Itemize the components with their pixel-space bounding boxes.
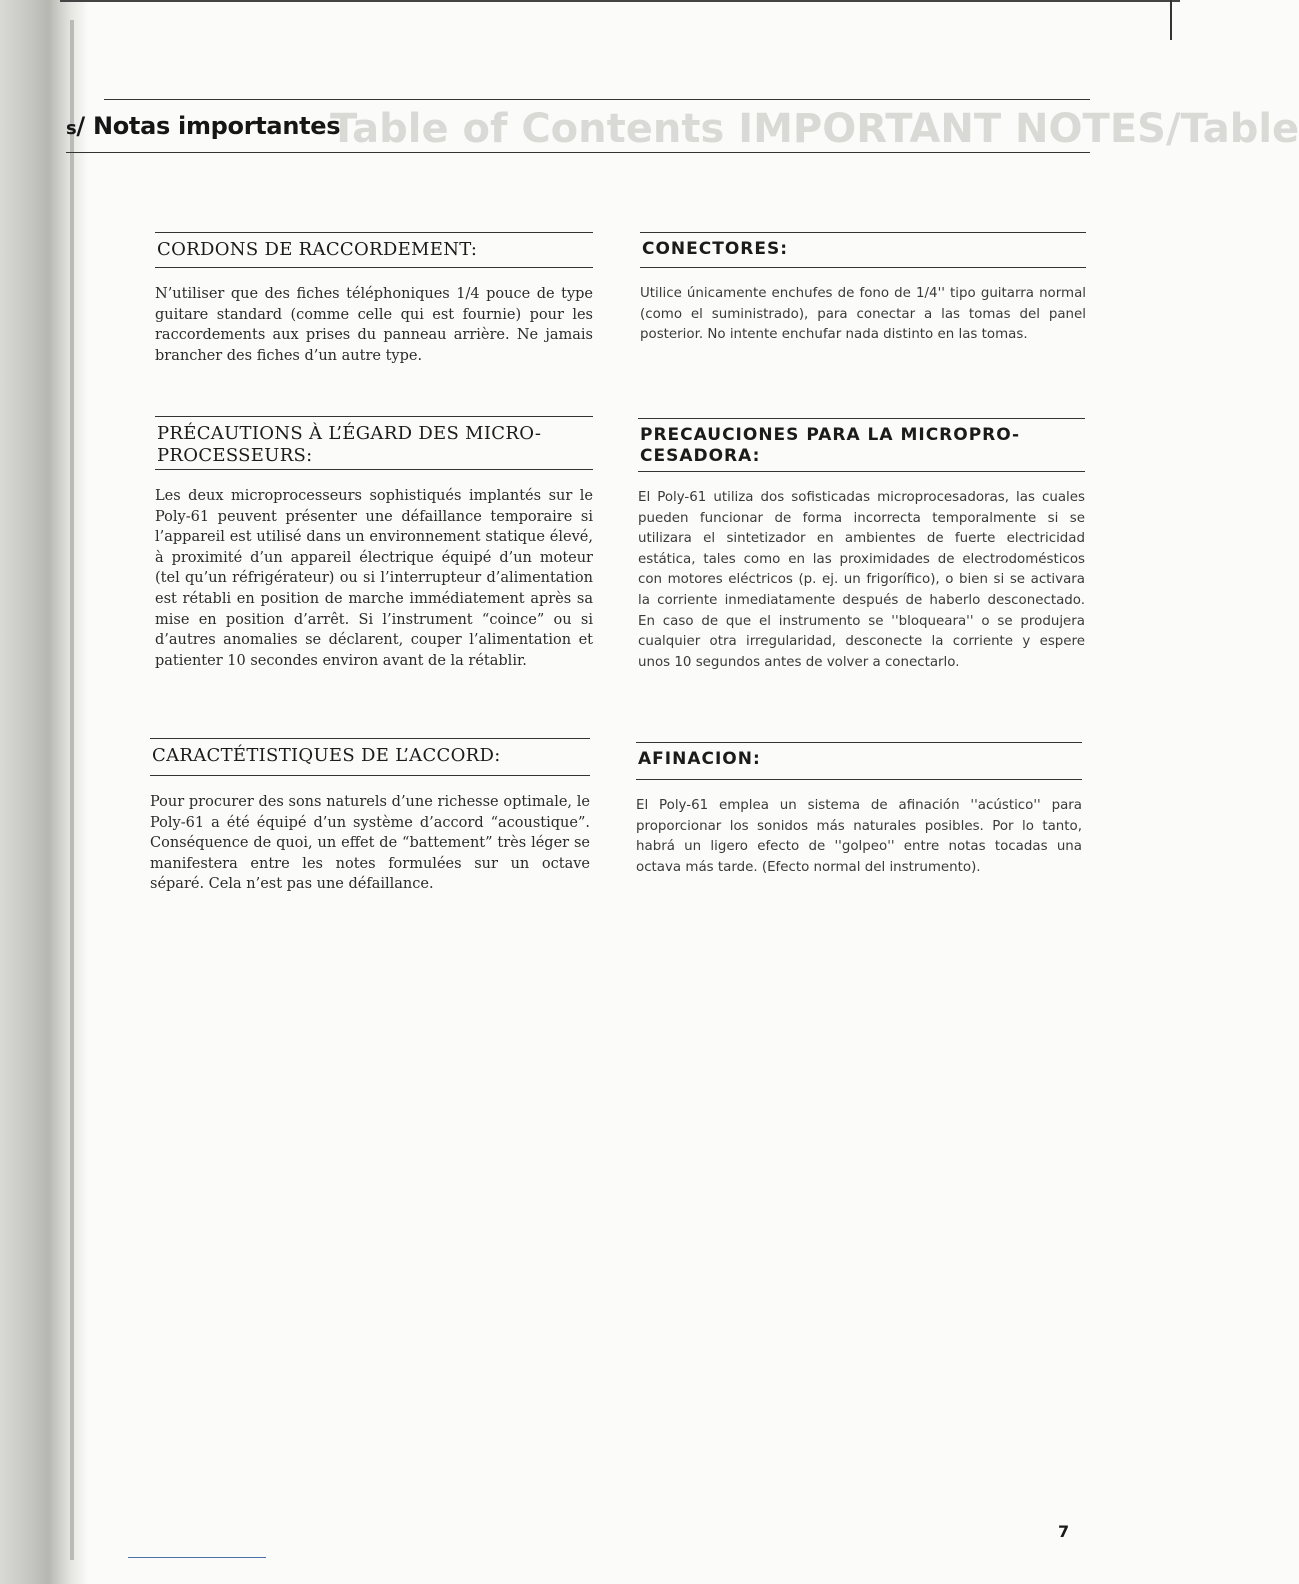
bottom-edge-mark	[128, 1557, 266, 1558]
section-body: Les deux microprocesseurs sophistiqués implantés sur le Poly-61 peuvent présenter une défaillance temporaire si l’appareil est utilisé dans un environnement statique élevé, à proximité d’un appareil électrique équipé d’un moteur (tel qu’un réfrigérateur) ou si l’interrupteur d’alimentation est rétabli en position de marche immédiatement après sa mise en position d’arrêt. Si l’instrument “coince” ou si d’autres anomalies se déclarent, couper l’alimentation et patienter 10 secondes environ avant de la rétablir.	[155, 488, 593, 669]
section-body: Pour procurer des sons naturels d’une richesse optimale, le Poly-61 a été équipé d’un système d’accord “acoustique”. Conséquence de quoi, un effet de “battement” très léger se manifestera entre les notes formulées sur un octave séparé. Cela n’est pas une défaillance.	[150, 794, 590, 893]
section-afinacion	[636, 742, 1082, 878]
section-precautions-fr	[155, 416, 593, 671]
page-binding-shadow	[0, 0, 88, 1584]
section-body: El Poly-61 utiliza dos sofisticadas microprocesadoras, las cuales pueden funcionar de forma incorrecta temporalmente si se utilizara el sintetizador en ambientes de fuerte electricidad estática, tales como en las proximidades de electrodomésticos con motores eléctricos (p. ej. un frigorífico), o bien si se activara la corriente inmediatamente después de haberlo desconectado. En caso de que el instrumento se ''bloqueara'' o se produjera cualquier otra irregularidad, desconecte la corriente y espere unos 10 segundos antes de volver a conectarlo.	[638, 490, 1085, 670]
section-title: AFINACION:	[636, 742, 1082, 780]
section-accord	[150, 738, 590, 895]
section-body: Utilice únicamente enchufes de fono de 1/4'' tipo guitarra normal (como el suministrado), para conectar a las tomas del panel posterior. No intente enchufar nada distinto en las tomas.	[640, 286, 1086, 343]
page-number: 7	[1058, 1522, 1070, 1541]
page-right-edge	[1170, 0, 1172, 40]
section-body: N’utiliser que des fiches téléphoniques 1/4 pouce de type guitare standard (comme celle qui est fournie) pour les raccordements aux prises du panneau arrière. Ne jamais brancher des fiches d’un autre type.	[155, 286, 593, 364]
section-title: CARACTÉTISTIQUES DE L’ACCORD:	[150, 738, 590, 776]
page-title-text: / Notas importantes	[76, 112, 341, 140]
section-title: CONECTORES:	[640, 232, 1086, 268]
section-body: El Poly-61 emplea un sistema de afinación ''acústico'' para proporcionar los sonidos más naturales posibles. Por lo tanto, habrá un ligero efecto de ''golpeo'' entre notas tocadas una octava más tarde. (Efecto normal del instrumento).	[636, 798, 1082, 875]
binding-fold-line	[70, 20, 74, 1560]
header-rule-bottom	[66, 152, 1090, 153]
section-precauciones-es	[638, 418, 1085, 673]
page-top-edge	[60, 0, 1180, 2]
page-title-prefix: s	[66, 118, 77, 139]
bleed-through-header: Table of Contents IMPORTANT NOTES/Table	[330, 106, 1299, 152]
section-title: CORDONS DE RACCORDEMENT:	[155, 232, 593, 268]
section-conectores	[640, 232, 1086, 346]
section-title: PRÉCAUTIONS À L’ÉGARD DES MICRO-PROCESSEURS:	[155, 416, 593, 470]
section-cordons	[155, 232, 593, 366]
section-title: PRECAUCIONES PARA LA MICROPRO-CESADORA:	[638, 418, 1085, 472]
page-title	[66, 112, 340, 146]
header-rule-top	[104, 99, 1090, 100]
